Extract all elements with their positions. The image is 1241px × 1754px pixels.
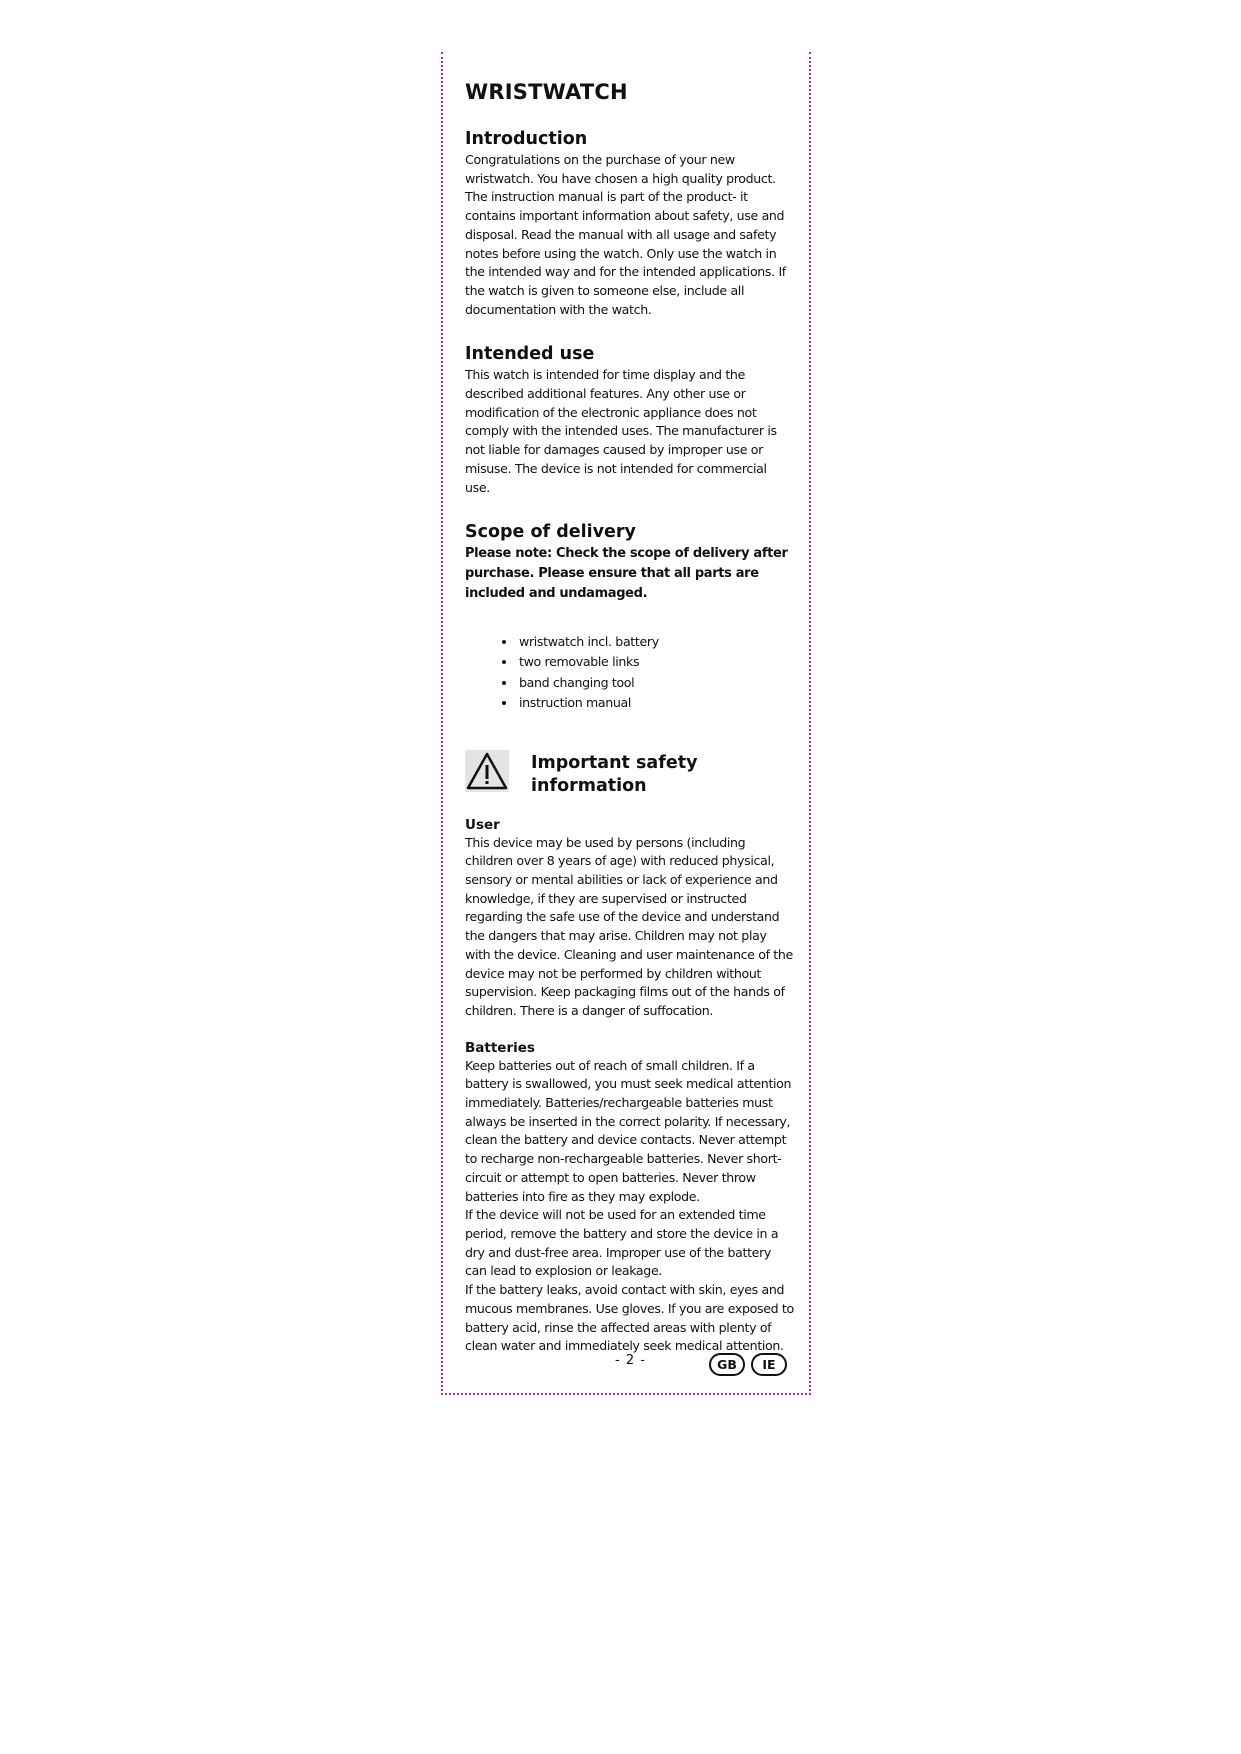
batteries-section	[465, 1039, 795, 1356]
user-text: This device may be used by persons (including children over 8 years of age) with reduced physical, sensory or mental abilities or lack of experience and knowledge, if they are supervised or instructed regarding the safe use of the device and understand the dangers that may arise. Children may not play with the device. Cleaning and user maintenance of the device may not be performed by children without supervision. Keep packaging films out of the hands of children. There is a danger of suffocation.	[465, 834, 793, 1018]
batteries-text-2: If the device will not be used for an extended time period, remove the battery and store the device in a dry and dust-free area. Improper use of the battery can lead to explosion or leakage.	[465, 1207, 779, 1279]
warning-triangle-icon	[465, 750, 509, 792]
safety-heading-line1: Important safety	[531, 752, 698, 773]
country-badge-gb: GB	[709, 1353, 745, 1376]
list-item: • instruction manual	[517, 693, 795, 714]
batteries-text-1: Keep batteries out of reach of small children. If a battery is swallowed, you must seek medical attention immediately. Batteries/rechargeable batteries must always be inserted in the correct polarity. If necessary, clean the battery and device contacts. Never attempt to recharge non-rechargeable batteries. Never short-circuit or attempt to open batteries. Never throw batteries into fire as they may explode.	[465, 1057, 792, 1204]
safety-heading	[531, 744, 698, 798]
batteries-text-3: If the battery leaks, avoid contact with skin, eyes and mucous membranes. Use gloves. If you are exposed to battery acid, rinse the affected areas with plenty of clean water and immediately seek medical attention.	[465, 1282, 794, 1354]
scope-section	[465, 521, 795, 713]
user-heading: User	[465, 816, 500, 833]
intended-use-text: This watch is intended for time display and the described additional features. Any other use or modification of the electronic appliance does not comply with the intended uses. The manufacturer is not liable for damages caused by improper use or misuse. The device is not intended for commercial use.	[465, 367, 777, 495]
safety-heading-line2: information	[531, 775, 647, 796]
intended-use-section	[465, 343, 795, 497]
safety-heading-block	[465, 744, 795, 798]
list-item: • two removable links	[517, 652, 795, 673]
introduction-text: Congratulations on the purchase of your new wristwatch. You have chosen a high quality product. The instruction manual is part of the product- it contains important information about safety, use and disposal. Read the manual with all usage and safety notes before using the watch. Only use the watch in the intended way and for the intended applications. If the watch is given to someone else, include all documentation with the watch.	[465, 152, 786, 317]
introduction-heading: Introduction	[465, 129, 588, 149]
page-footer	[465, 1353, 795, 1375]
list-item: • band changing tool	[517, 673, 795, 694]
manual-content	[465, 80, 795, 1356]
batteries-heading: Batteries	[465, 1039, 535, 1056]
list-item: • wristwatch incl. battery	[517, 632, 795, 653]
scope-list	[465, 632, 795, 714]
page-number: - 2 -	[615, 1353, 646, 1368]
scope-heading: Scope of delivery	[465, 522, 636, 543]
introduction-section	[465, 128, 795, 319]
user-section	[465, 816, 795, 1021]
scope-note: Please note: Check the scope of delivery after purchase. Please ensure that all parts are included and undamaged.	[465, 546, 788, 601]
country-badge-ie: IE	[751, 1353, 787, 1376]
intended-use-heading: Intended use	[465, 344, 595, 365]
document-title: WRISTWATCH	[465, 80, 628, 104]
